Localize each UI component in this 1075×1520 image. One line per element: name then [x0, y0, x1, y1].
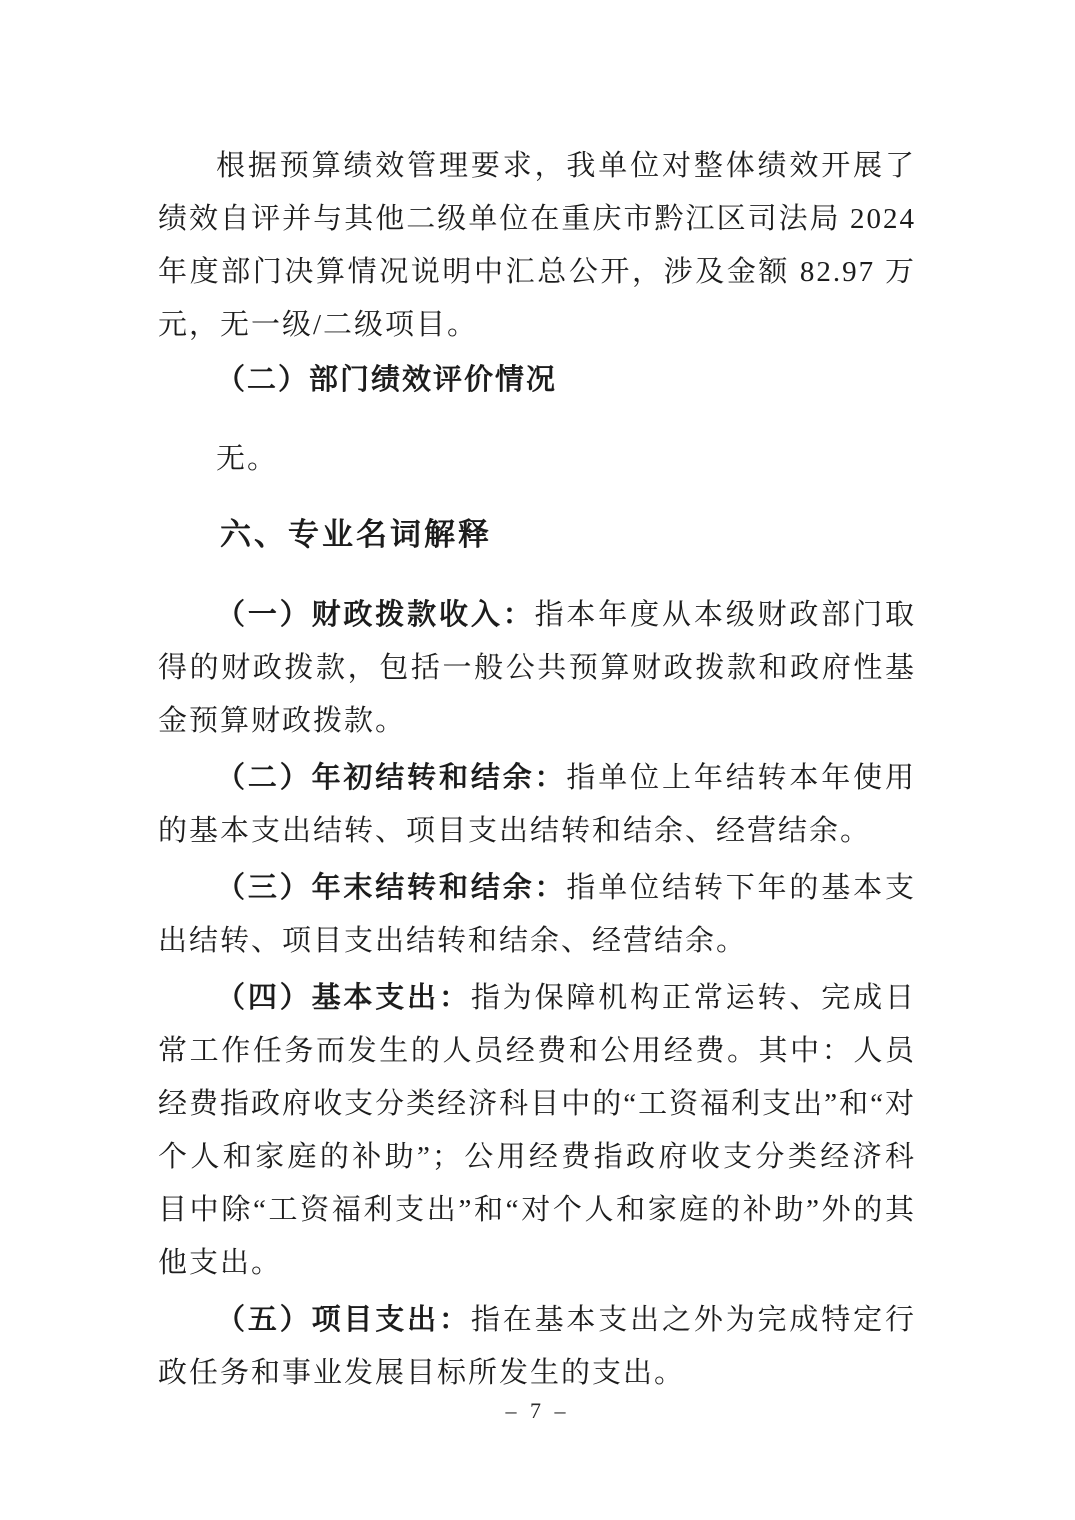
term-body: 指单位上年结转本年使用的基本支出结转、项目支出结转和结余、经营结余。 [158, 762, 916, 847]
term-body: 指本年度从本级财政部门取得的财政拨款，包括一般公共预算财政拨款和政府性基金预算财政拨款。 [158, 599, 916, 737]
term-definition-beginning-year-carryover [158, 752, 916, 858]
heading-section-6-terminology: 六、专业名词解释 [220, 517, 492, 552]
paragraph-none: 无。 [216, 443, 279, 475]
term-definition-year-end-carryover [158, 862, 916, 968]
term-definition-basic-expenditure [158, 972, 916, 1290]
term-lead: （四）基本支出： [216, 982, 471, 1014]
term-lead: （五）项目支出： [216, 1304, 471, 1336]
document-body [158, 140, 916, 1400]
term-lead: （三）年末结转和结余： [216, 872, 567, 904]
paragraph-performance-self-evaluation: 根据预算绩效管理要求，我单位对整体绩效开展了绩效自评并与其他二级单位在重庆市黔江区司法局 2024 年度部门决算情况说明中汇总公开，涉及金额 82.97 万元，无一级/二级项目。 [158, 150, 916, 341]
term-body: 指在基本支出之外为完成特定行政任务和事业发展目标所发生的支出。 [158, 1304, 916, 1389]
term-lead: （一）财政拨款收入： [216, 599, 535, 631]
term-body: 指单位结转下年的基本支出结转、项目支出结转和结余、经营结余。 [158, 872, 916, 957]
page-number: – 7 – [505, 1398, 570, 1423]
term-definition-project-expenditure [158, 1294, 916, 1400]
term-body: 指为保障机构正常运转、完成日常工作任务而发生的人员经费和公用经费。其中：人员经费指政府收支分类经济科目中的“工资福利支出”和“对个人和家庭的补助”；公用经费指政府收支分类经济科目中除“工资福利支出”和“对个人和家庭的补助”外的其他支出。 [158, 982, 916, 1279]
page-footer [0, 1398, 1075, 1424]
term-lead: （二）年初结转和结余： [216, 762, 567, 794]
term-definition-fiscal-appropriation-income [158, 589, 916, 748]
heading-section-2-performance-evaluation: （二）部门绩效评价情况 [216, 364, 558, 396]
